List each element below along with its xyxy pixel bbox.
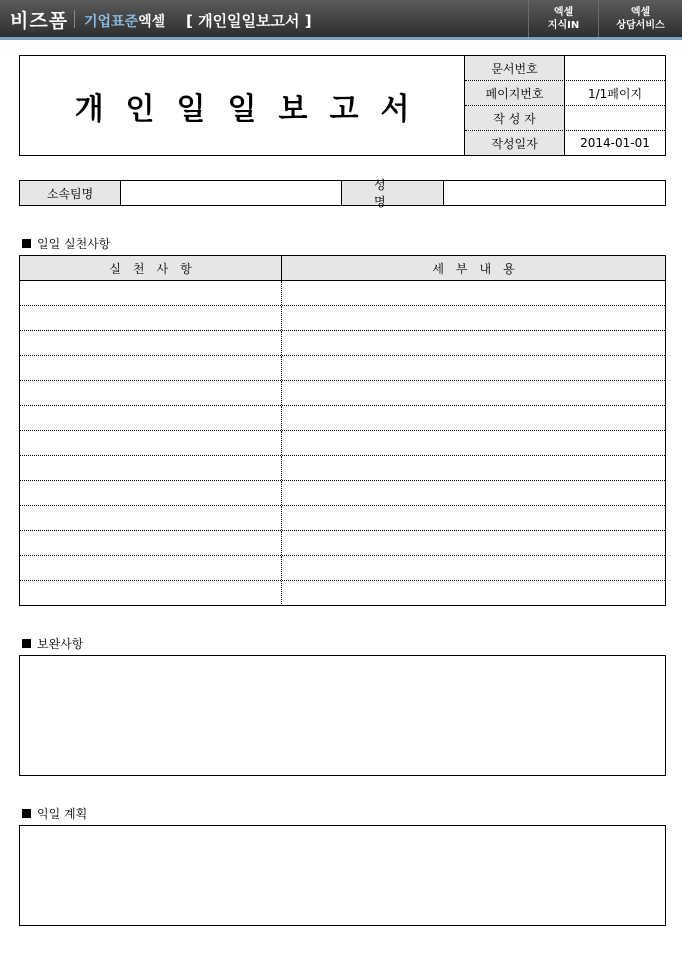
table-row — [20, 506, 665, 531]
detail-cell[interactable] — [282, 306, 665, 330]
date-field[interactable]: 2014-01-01 — [580, 136, 650, 150]
nav-label-line2: 상담서비스 — [616, 20, 665, 31]
nav-label-line1: 엑셀 — [630, 7, 651, 18]
brand-label — [84, 11, 165, 31]
detail-cell[interactable] — [282, 506, 665, 530]
nav-label-line2: 지식IN — [547, 20, 580, 31]
document-title: 개인일일보고서 — [74, 91, 432, 127]
action-cell[interactable] — [20, 281, 282, 305]
author-field[interactable] — [565, 106, 665, 130]
activity-table — [19, 255, 666, 606]
section-supplement — [22, 635, 83, 652]
detail-cell[interactable] — [282, 556, 665, 580]
section-label: 보완사항 — [37, 637, 84, 651]
table-row — [20, 281, 665, 306]
detail-cell[interactable] — [282, 431, 665, 455]
document-meta-table — [464, 56, 665, 155]
column-header-detail: 세부내용 — [432, 261, 527, 276]
action-cell[interactable] — [20, 506, 282, 530]
meta-row-author — [465, 106, 665, 131]
name-field[interactable] — [444, 181, 665, 205]
bullet-square-icon — [22, 639, 31, 648]
column-header-action: 실천사항 — [20, 256, 282, 280]
team-field[interactable] — [121, 181, 342, 205]
table-row — [20, 406, 665, 431]
action-cell[interactable] — [20, 531, 282, 555]
meta-label: 문서번호 — [465, 56, 565, 80]
detail-cell[interactable] — [282, 406, 665, 430]
section-label: 익일 계획 — [37, 807, 88, 821]
meta-label: 작성일자 — [465, 131, 565, 155]
action-cell[interactable] — [20, 406, 282, 430]
section-daily-actions — [22, 235, 110, 252]
activity-table-header — [20, 256, 665, 281]
action-cell[interactable] — [20, 556, 282, 580]
action-cell[interactable] — [20, 306, 282, 330]
nav-label-line1: 엑셀 — [553, 7, 574, 18]
supplement-textarea[interactable] — [19, 655, 666, 776]
table-row — [20, 456, 665, 481]
detail-cell[interactable] — [282, 581, 665, 606]
table-row — [20, 381, 665, 406]
table-row — [20, 581, 665, 606]
banner-divider — [74, 10, 75, 28]
table-row — [20, 356, 665, 381]
meta-row-page-number — [465, 81, 665, 106]
excel-knowledge-in-button[interactable] — [528, 0, 598, 37]
table-row — [20, 331, 665, 356]
meta-label: 페이지번호 — [465, 81, 565, 105]
action-cell[interactable] — [20, 581, 282, 606]
meta-row-date — [465, 131, 665, 155]
bullet-square-icon — [22, 239, 31, 248]
meta-row-doc-number — [465, 56, 665, 81]
detail-cell[interactable] — [282, 281, 665, 305]
meta-label: 작 성 자 — [465, 106, 565, 130]
table-row — [20, 531, 665, 556]
page-number-field[interactable]: 1/1페이지 — [587, 86, 643, 101]
action-cell[interactable] — [20, 481, 282, 505]
brand-label-b: 엑셀 — [138, 14, 166, 30]
bullet-square-icon — [22, 809, 31, 818]
bizform-logo[interactable]: 비즈폼 — [10, 10, 69, 32]
detail-cell[interactable] — [282, 381, 665, 405]
table-row — [20, 431, 665, 456]
detail-cell[interactable] — [282, 331, 665, 355]
table-row — [20, 306, 665, 331]
team-name-row — [19, 178, 666, 209]
title-block — [19, 55, 666, 156]
action-cell[interactable] — [20, 431, 282, 455]
next-plan-textarea[interactable] — [19, 825, 666, 926]
team-label: 소속팀명 — [20, 181, 121, 205]
doc-number-field[interactable] — [565, 56, 665, 80]
detail-cell[interactable] — [282, 456, 665, 480]
name-label: 성명 — [342, 181, 444, 205]
table-row — [20, 481, 665, 506]
table-row — [20, 556, 665, 581]
action-cell[interactable] — [20, 356, 282, 380]
excel-consulting-button[interactable] — [598, 0, 682, 37]
detail-cell[interactable] — [282, 531, 665, 555]
document-tag: [ 개인일일보고서 ] — [186, 12, 312, 30]
section-label: 일일 실천사항 — [37, 237, 111, 251]
section-next-plan — [22, 805, 87, 822]
action-cell[interactable] — [20, 381, 282, 405]
brand-label-a: 기업표준 — [84, 14, 139, 30]
top-banner — [0, 0, 682, 40]
action-cell[interactable] — [20, 456, 282, 480]
detail-cell[interactable] — [282, 481, 665, 505]
action-cell[interactable] — [20, 331, 282, 355]
detail-cell[interactable] — [282, 356, 665, 380]
